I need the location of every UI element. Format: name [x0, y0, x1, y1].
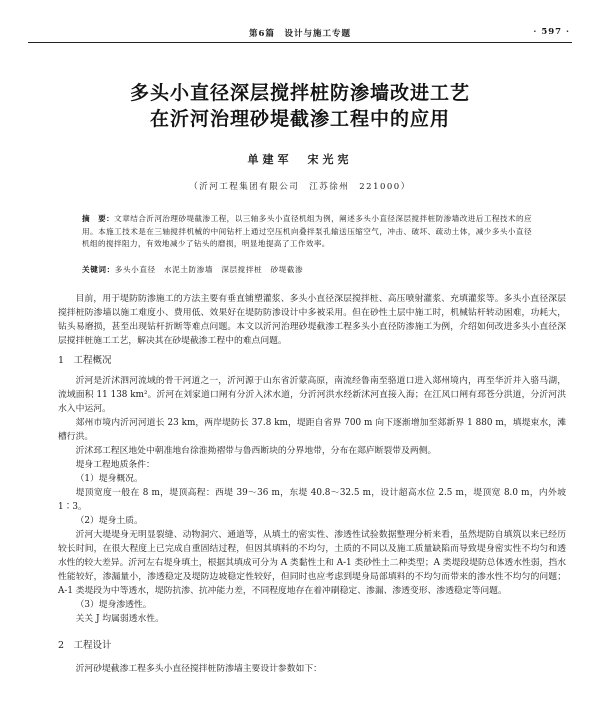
abstract-text: 文章结合沂河治理砂堤截渗工程，以三轴多头小直径机组为例，阐述多头小直径深层搅拌桩防渗墙改进后工程技术的应用。本施工技术是在三轴搅拌机械的中间钻杆上通过空压机向叠拌泵孔输送压缩空气，冲击、破坏、疏动土体，减少多头小直径机组的搅拌阻力，有效地减少了钻头的磨损，明显地提高了工作效率。 [82, 214, 532, 249]
authors: 单建军 宋光宪 [247, 153, 353, 166]
intro-paragraph: 目前，用于堤防防渗施工的方法主要有垂直铺塑灌浆、多头小直径深层搅拌桩、高压喷射灌浆、充填灌浆等。多头小直径深层搅拌桩防渗墙以施工难度小、费用低、效果好在堤防防渗设计中多被采用。但在砂性土层中施工时，机械钻杆转动困难，功耗大，钻头易磨损，甚至出现钻杆折断等难点问题。本文以沂河治理砂堤截渗工程多头小直径防渗施工为例，介绍如何改进多头小直径深层搅拌桩施工工艺，解决其在砂堤截渗工程中的难点问题。 [58, 294, 566, 346]
section-1-heading: 1 工程概况 [58, 355, 112, 366]
keywords [82, 264, 532, 275]
section-1-paragraph: 关关 J 均属弱透水性。 [75, 614, 164, 624]
running-header [28, 24, 572, 43]
section-1-paragraph: 沂河大堤堤身无明显裂缝、动物洞穴、通道等，从填土的密实性、渗透性试验数据整理分析来看，虽然堤防自填筑以来已经历较长时间，在很大程度上已完成自重固结过程，但因其填料的不均匀，土质的不同以及施工质量缺陷而导致堤身密实性不均匀和透水性的较大差异。沂河左右堤身填土，根据其填成可分为 A 类黏性土和 A-1 类砂性土二种类型；A 类堤段堤防总体透水性弱，挡水性能较好，渗漏量小，渗透稳定及堤防边坡稳定性较好，但同时也应考虑到堤身局部填料的不均匀而带来的渗水性不均匀的问题；A-1 类堤段为中等透水，堤防抗渗、抗冲能力差，不同程度地存在着冲刷稳定、渗漏、渗透变形、渗透稳定等问题。 [58, 530, 566, 596]
section-1-paragraph: （1）堤身概况。 [75, 474, 143, 484]
abstract [82, 213, 532, 251]
header-page-number: · 597 · [533, 27, 570, 37]
section-1-paragraph: 堤顶宽度一般在 8 m，堤顶高程：西堤 39～36 m，东堤 40.8～32.5 m，设计超高水位 2.5 m，堤顶宽 8.0 m，内外坡 1∶3。 [58, 488, 566, 512]
section-1-paragraph: 郯州市境内沂河河道长 23 km，两岸堤防长 37.8 km，堤距自省界 700 m 向下逐渐增加至郯新界 1 880 m，填堤束水，滩槽行洪。 [58, 418, 566, 442]
section-2 [58, 639, 566, 676]
section-2-heading: 2 工程设计 [58, 640, 112, 651]
section-2-paragraph: 沂河砂堤截渗工程多头小直径搅拌桩防渗墙主要设计参数如下： [75, 664, 322, 674]
section-1-paragraph: （2）堤身土质。 [75, 516, 143, 526]
header-section-title: 第6篇 设计与施工专题 [249, 29, 351, 39]
keywords-label: 关键词： [82, 265, 115, 274]
paper-title-line-1: 多头小直径深层搅拌桩防渗墙改进工艺 [129, 82, 470, 104]
introduction [58, 292, 566, 348]
affiliation: （沂河工程集团有限公司 江苏徐州 221000） [189, 182, 411, 192]
section-1 [58, 354, 566, 626]
abstract-label: 摘 要： [82, 214, 115, 223]
section-1-paragraph: 沂沭邳工程区地处中朝准地台徐淮拗褶带与鲁西断块的分界地带，分布在郯庐断裂带及两侧。 [75, 446, 437, 456]
keywords-text: 多头小直径 水泥土防渗墙 深层搅拌桩 砂堤截渗 [114, 265, 304, 274]
section-1-paragraph: 堤身工程地质条件： [75, 460, 155, 470]
section-1-paragraph: 沂河是沂沭泗河流域的骨干河道之一，沂河源于山东省沂蒙高原，南流经鲁南至骆道口进入郯州境内，再至华沂并入骆马湖，流域面积 11 138 km²。沂河在刘家道口闸有分沂入沭水道，分沂河洪水经新沭河直接入海；在江风口闸有邳苍分洪道，分沂河洪水入中运河。 [58, 376, 566, 414]
paper-title-line-2: 在沂河治理砂堤截渗工程中的应用 [149, 108, 450, 130]
section-1-paragraph: （3）堤身渗透性。 [75, 600, 152, 610]
